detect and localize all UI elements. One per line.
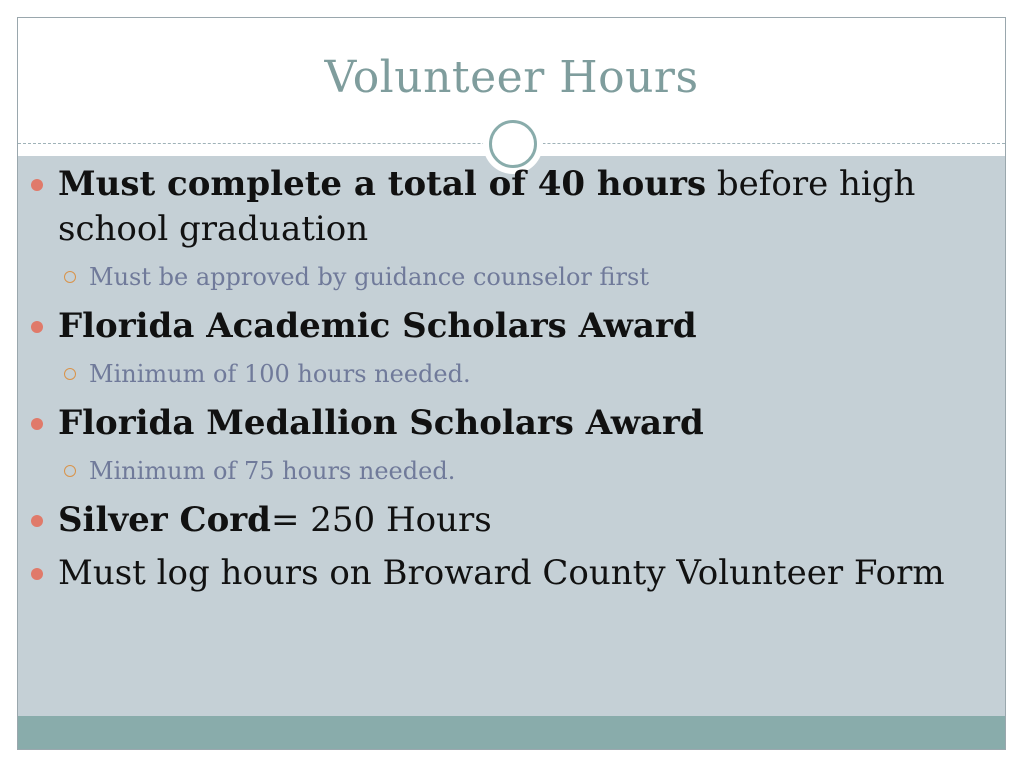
- bullet-dot-icon: [31, 515, 43, 527]
- bullet-item-total-hours: [27, 162, 967, 252]
- bullet-item-log-hours: [27, 551, 967, 596]
- bullet-text: = 250 Hours: [270, 500, 492, 540]
- bullet-bold-text: Silver Cord: [58, 500, 271, 540]
- bullet-dot-icon: [31, 321, 43, 333]
- sub-item-approval: [27, 260, 967, 294]
- sub-bullet-ring-icon: [64, 368, 76, 380]
- footer-band: [18, 716, 1005, 750]
- sub-item-academic-minimum: [27, 357, 967, 391]
- sub-bullet-ring-icon: [64, 465, 76, 477]
- sub-item-medallion-minimum: [27, 454, 967, 488]
- sub-item-text: Must be approved by guidance counselor first: [89, 263, 649, 291]
- bullet-dot-icon: [31, 418, 43, 430]
- bullet-dot-icon: [31, 179, 43, 191]
- bullet-dot-icon: [31, 568, 43, 580]
- bullet-item-medallion-scholars: [27, 401, 967, 446]
- sub-item-text: Minimum of 75 hours needed.: [89, 457, 456, 485]
- slide-title: Volunteer Hours: [324, 52, 699, 103]
- bullet-text: Must log hours on Broward County Volunteer Form: [58, 553, 945, 593]
- sub-item-text: Minimum of 100 hours needed.: [89, 360, 471, 388]
- bullet-text: before high school graduation: [58, 164, 916, 249]
- bullet-item-academic-scholars: [27, 304, 967, 349]
- bullet-bold-text: Florida Academic Scholars Award: [58, 306, 697, 346]
- bullet-list: [27, 162, 967, 596]
- bullet-bold-text: Must complete a total of 40 hours: [58, 164, 707, 204]
- bullet-item-silver-cord: [27, 498, 967, 543]
- sub-bullet-ring-icon: [64, 271, 76, 283]
- bullet-bold-text: Florida Medallion Scholars Award: [58, 403, 704, 443]
- ring-icon: [489, 120, 537, 168]
